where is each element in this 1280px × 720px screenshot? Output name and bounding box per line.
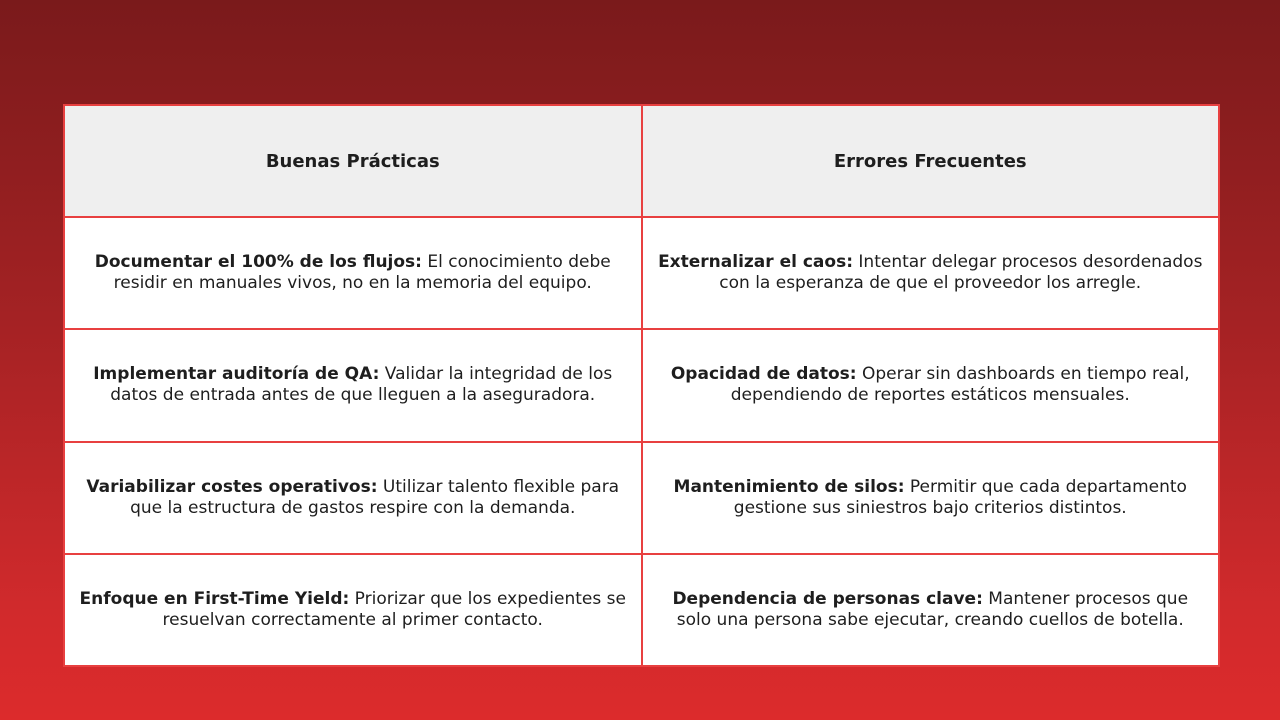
cell-text: Intentar delegar procesos desordenados con la esperanza de que el proveedor los arregle. [719,252,1203,294]
cell-text: Permitir que cada departamento gestione sus siniestros bajo criterios distintos. [733,476,1187,518]
table-cell [64,329,642,441]
cell-title: Documentar el 100% de los flujos: [94,252,422,273]
cell-title: Externalizar el caos: [658,252,853,273]
cell-title: Variabilizar costes operativos: [86,476,378,497]
cell-text: Mantener procesos que solo una persona sabe ejecutar, creando cuellos de botella. [676,588,1189,630]
table-cell [642,554,1220,666]
comparison-table [63,104,1220,667]
cell-text: Operar sin dashboards en tiempo real, dependiendo de reportes estáticos mensuales. [730,364,1190,406]
cell-title: Opacidad de datos: [670,364,857,385]
cell-title: Enfoque en First-Time Yield: [79,588,350,609]
comparison-table-container [63,104,1220,667]
table-header-row [64,105,1219,217]
table-row [64,217,1219,329]
table-cell [642,442,1220,554]
table-cell [64,217,642,329]
header-common-errors: Errores Frecuentes [642,105,1220,217]
table-row [64,554,1219,666]
cell-text: El conocimiento debe residir en manuales vivos, no en la memoria del equipo. [113,252,611,294]
table-row [64,329,1219,441]
cell-title: Mantenimiento de silos: [673,476,905,497]
table-cell [642,329,1220,441]
cell-text: Priorizar que los expedientes se resuelvan correctamente al primer contacto. [162,588,626,630]
table-cell [64,442,642,554]
header-best-practices: Buenas Prácticas [64,105,642,217]
table-cell [642,217,1220,329]
cell-title: Dependencia de personas clave: [672,588,983,609]
cell-title: Implementar auditoría de QA: [93,364,380,385]
cell-text: Utilizar talento flexible para que la estructura de gastos respire con la demanda. [130,476,620,518]
cell-text: Validar la integridad de los datos de entrada antes de que lleguen a la aseguradora. [110,364,613,406]
table-cell [64,554,642,666]
table-row [64,442,1219,554]
